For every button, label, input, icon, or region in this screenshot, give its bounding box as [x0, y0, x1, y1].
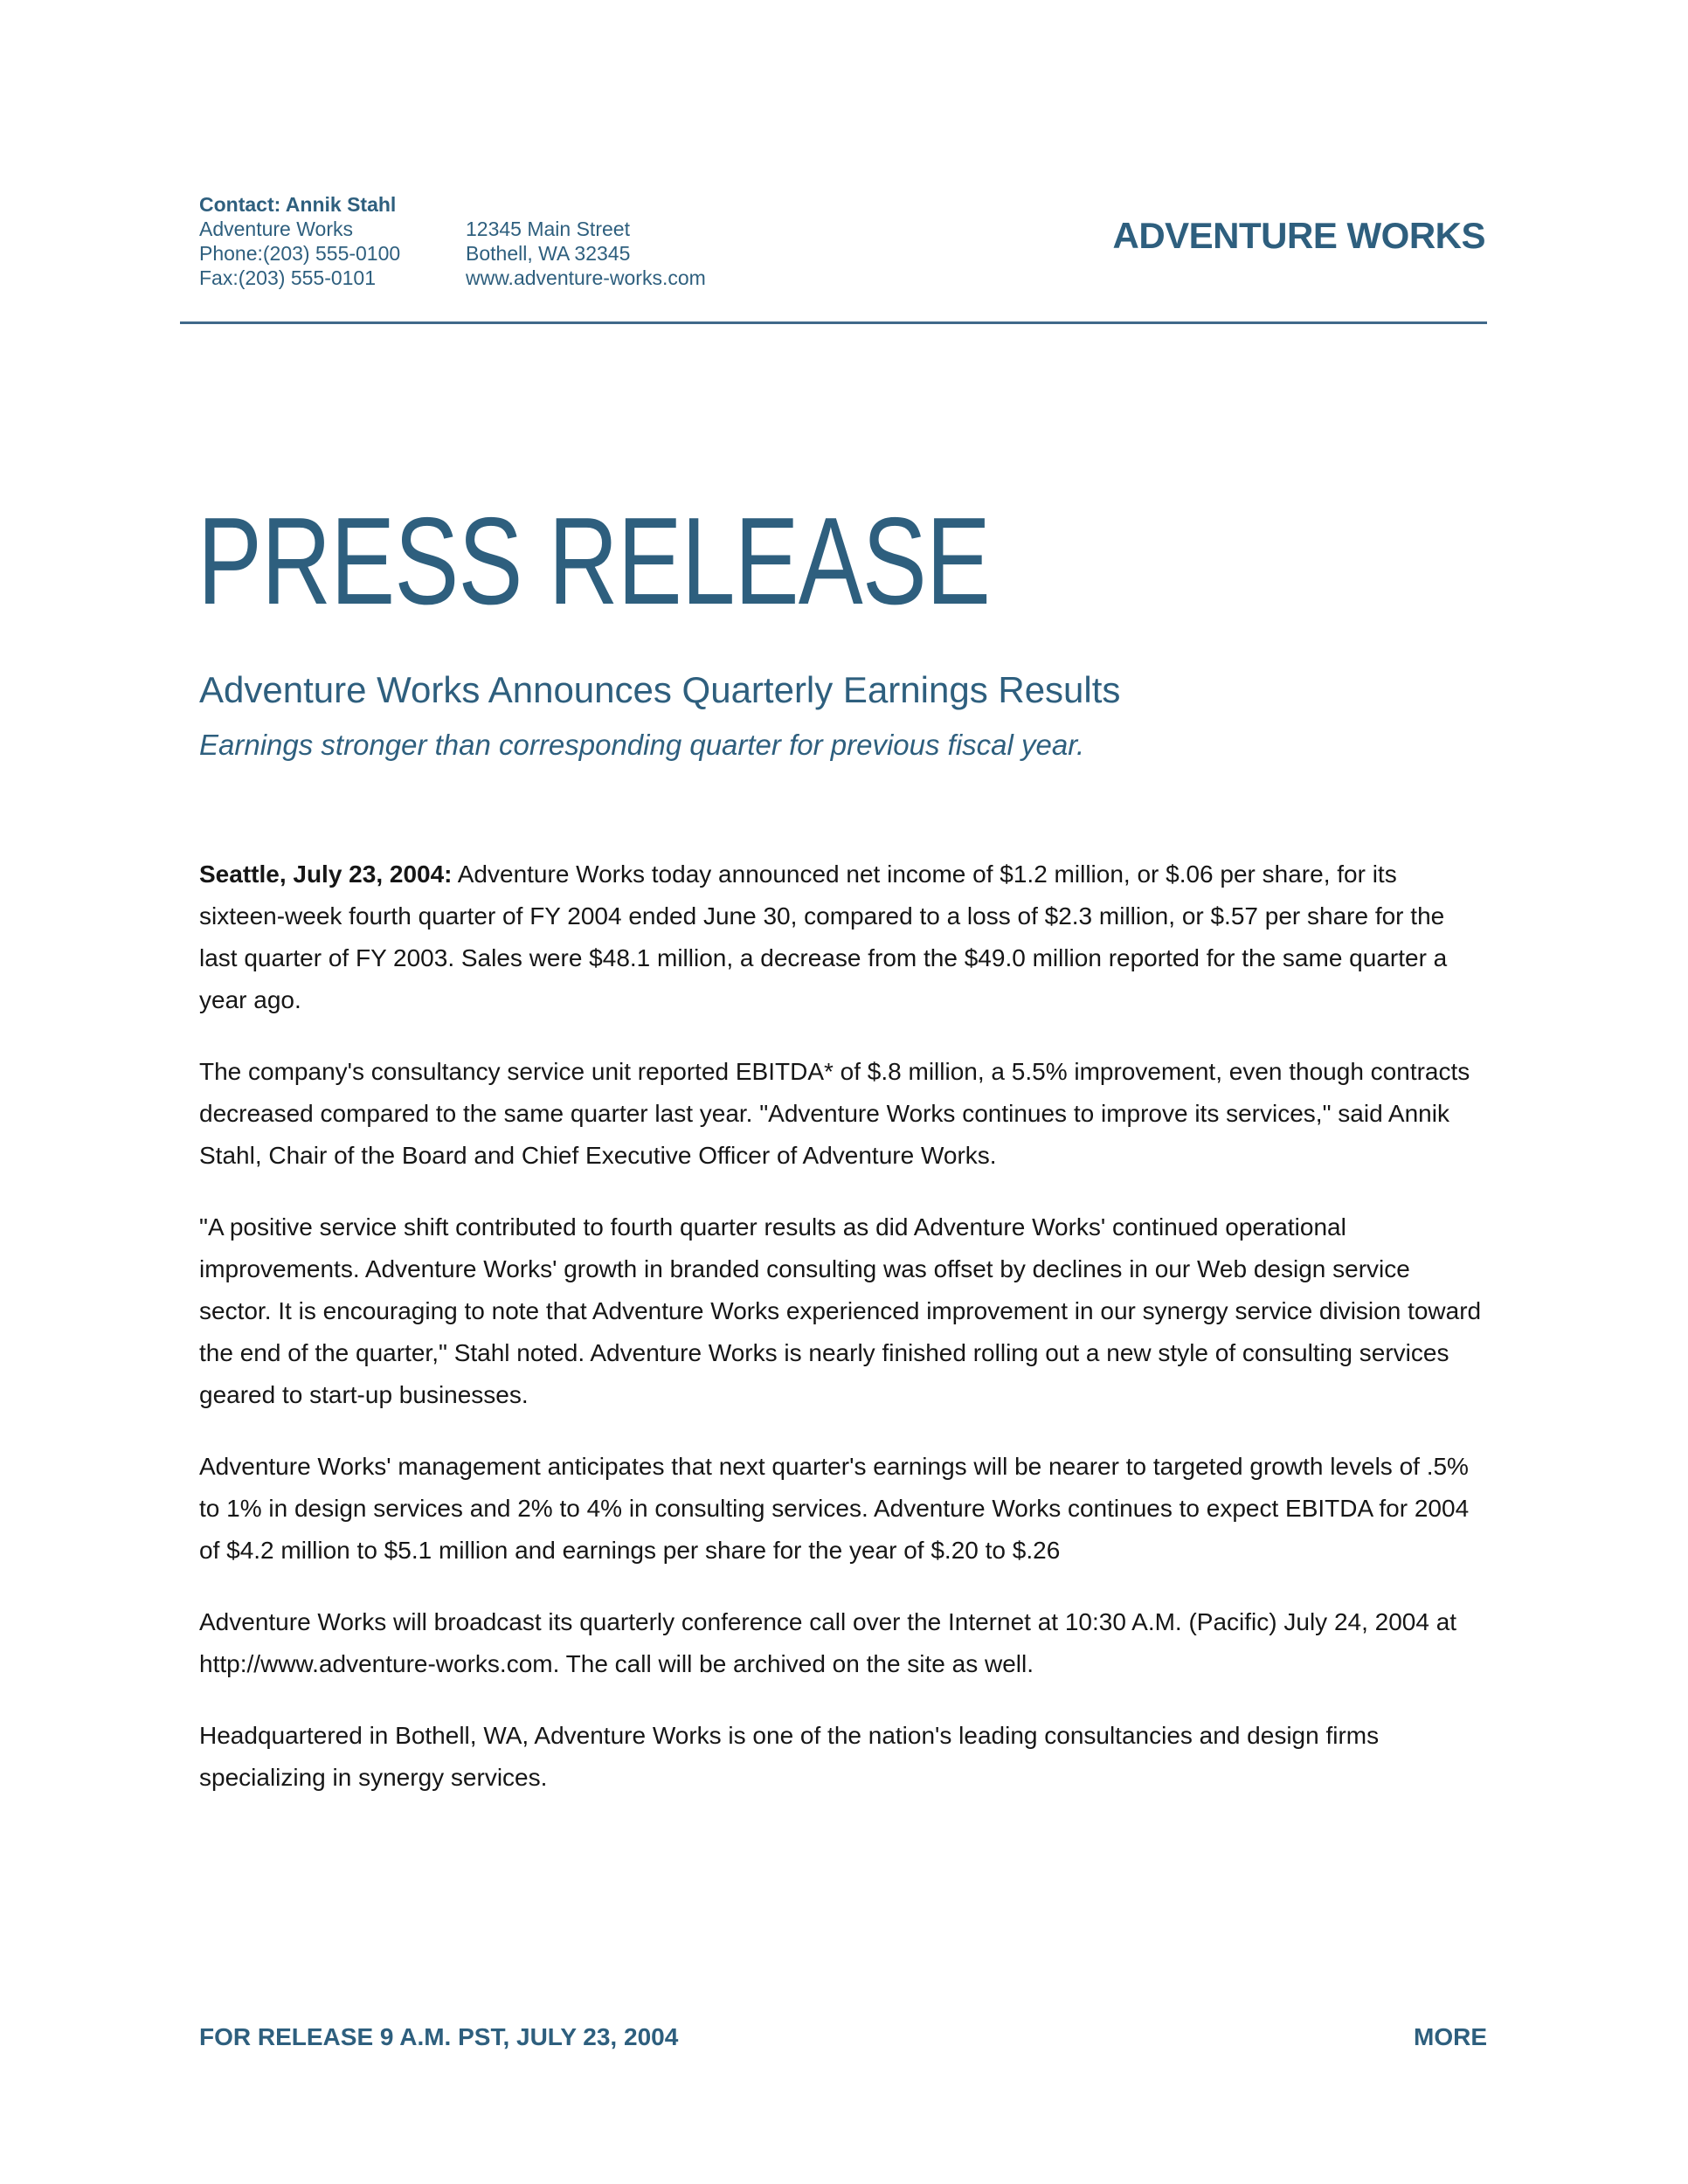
- footer-release-info: FOR RELEASE 9 A.M. PST, JULY 23, 2004: [199, 2023, 679, 2050]
- address-column: [466, 192, 706, 290]
- dateline: Seattle, July 23, 2004:: [199, 860, 453, 888]
- paragraph-text: Adventure Works today announced net income of $1.2 million, or $.06 per share, for its sixteen-week fourth quarter of FY 2004 ended June 30, compared to a loss of $2.3 million, or $.57 per share for the last quarter of FY 2003. Sales were $48.1 million, a decrease from the $49.0 million reported for the same quarter a year ago.: [199, 860, 1448, 1013]
- address-website: www.adventure-works.com: [466, 266, 706, 289]
- press-release-title: PRESS RELEASE: [197, 492, 991, 631]
- address-city: Bothell, WA 32345: [466, 242, 631, 265]
- document-header: [199, 192, 1485, 290]
- contact-fax: Fax:(203) 555-0101: [199, 266, 377, 289]
- body-paragraph: [199, 854, 1489, 1021]
- body-paragraph: Adventure Works' management anticipates that next quarter's earnings will be nearer to targeted growth levels of .5% to 1% in design services and 2% to 4% in consulting services. Adventure Works continues to expect EBITDA for 2004 of $4.2 million to $5.1 million and earnings per share for the year of $.20 to $.26: [199, 1453, 1470, 1564]
- contact-phone: Phone:(203) 555-0100: [199, 242, 401, 265]
- address-street: 12345 Main Street: [466, 218, 630, 240]
- body-paragraph: The company's consultancy service unit reported EBITDA* of $.8 million, a 5.5% improvement, even though contracts decreased compared to the same quarter last year. "Adventure Works continues to improve its services," said Annik Stahl, Chair of the Board and Chief Executive Officer of Adventure Works.: [199, 1058, 1470, 1169]
- body-paragraph: Adventure Works will broadcast its quarterly conference call over the Internet at 10:30 A.M. (Pacific) July 24, 2004 at http://www.adventure-works.com. The call will be archived on the site as well.: [199, 1608, 1457, 1677]
- document-footer: [199, 2023, 1487, 2051]
- company-logo: ADVENTURE WORKS: [1112, 215, 1485, 256]
- contact-column: [199, 192, 466, 290]
- footer-more-indicator: MORE: [1414, 2023, 1487, 2050]
- body-paragraph: Headquartered in Bothell, WA, Adventure Works is one of the nation's leading consultancies and design firms specializing in synergy services.: [199, 1722, 1380, 1791]
- body-paragraph: "A positive service shift contributed to fourth quarter results as did Adventure Works' continued operational improvements. Adventure Works' growth in branded consulting was offset by declines in our Web design service sector. It is encouraging to note that Adventure Works experienced improvement in our synergy service division toward the end of the quarter," Stahl noted. Adventure Works is nearly finished rolling out a new style of consulting services geared to start-up businesses.: [199, 1213, 1482, 1408]
- body-copy: [199, 854, 1489, 1828]
- subheadline: Earnings stronger than corresponding quarter for previous fiscal year.: [199, 729, 1085, 761]
- headline: Adventure Works Announces Quarterly Earnings Results: [199, 669, 1121, 710]
- contact-name-line: Contact: Annik Stahl: [199, 193, 397, 216]
- contact-company: Adventure Works: [199, 218, 353, 240]
- header-divider: [180, 321, 1487, 324]
